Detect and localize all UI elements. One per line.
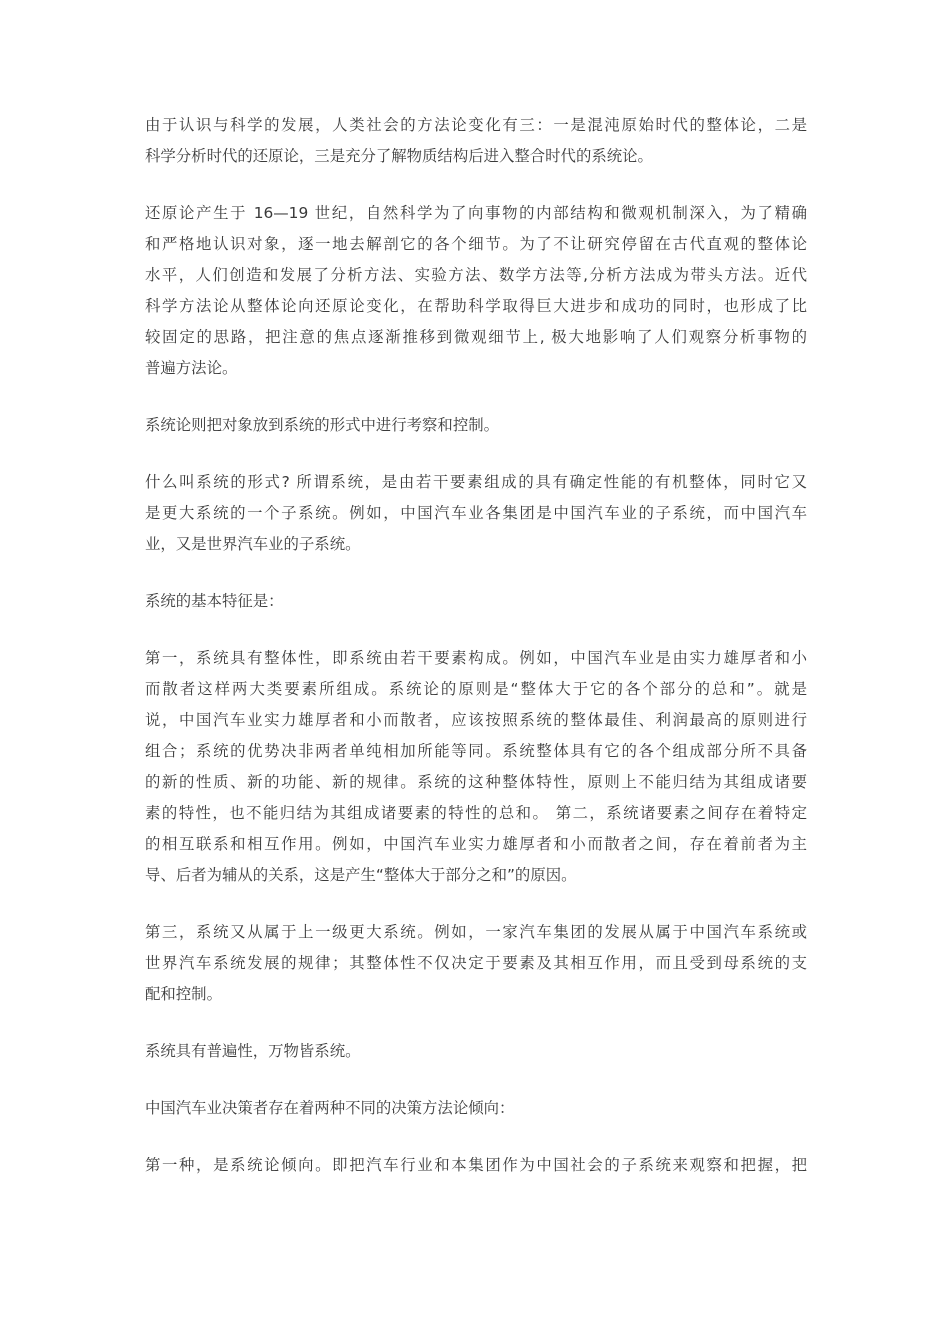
paragraph-methodology-intro bbox=[145, 110, 807, 172]
text-line: 是更大系统的一个子系统。例如，中国汽车业各集团是中国汽车业的子系统，而中国汽车 bbox=[145, 504, 807, 522]
document-page bbox=[145, 110, 807, 1207]
text-line: 科学分析时代的还原论，三是充分了解物质结构后进入整合时代的系统论。 bbox=[145, 147, 653, 165]
text-line: 导、后者为辅从的关系，这是产生“整体大于部分之和”的原因。 bbox=[145, 866, 577, 884]
text-line: 的相互联系和相互作用。例如，中国汽车业实力雄厚者和小而散者之间，存在着前者为主 bbox=[145, 835, 807, 853]
paragraph-basic-features bbox=[145, 586, 807, 617]
paragraph-feature-three bbox=[145, 917, 807, 1010]
text-line: 系统论则把对象放到系统的形式中进行考察和控制。 bbox=[145, 416, 499, 434]
text-line: 第一种，是系统论倾向。即把汽车行业和本集团作为中国社会的子系统来观察和把握，把 bbox=[145, 1156, 807, 1174]
paragraph-universality bbox=[145, 1036, 807, 1067]
paragraph-first-tendency bbox=[145, 1150, 807, 1181]
text-line: 素的特性，也不能归结为其组成诸要素的特性的总和。 第二，系统诸要素之间存在着特定 bbox=[145, 804, 807, 822]
paragraph-feature-one-two bbox=[145, 643, 807, 891]
paragraph-decision-tendencies bbox=[145, 1093, 807, 1124]
text-line: 业，又是世界汽车业的子系统。 bbox=[145, 535, 361, 553]
text-line: 说，中国汽车业实力雄厚者和小而散者，应该按照系统的整体最佳、利润最高的原则进行 bbox=[145, 711, 807, 729]
text-line: 中国汽车业决策者存在着两种不同的决策方法论倾向： bbox=[145, 1099, 515, 1117]
text-line: 什么叫系统的形式? 所谓系统，是由若干要素组成的具有确定性能的有机整体，同时它又 bbox=[145, 473, 807, 491]
text-line: 第一，系统具有整体性，即系统由若干要素构成。例如，中国汽车业是由实力雄厚者和小 bbox=[145, 649, 807, 667]
paragraph-system-form bbox=[145, 467, 807, 560]
paragraph-systems-theory bbox=[145, 410, 807, 441]
text-line: 世界汽车系统发展的规律；其整体性不仅决定于要素及其相互作用，而且受到母系统的支 bbox=[145, 954, 807, 972]
text-line: 普遍方法论。 bbox=[145, 359, 238, 377]
text-line: 系统具有普遍性，万物皆系统。 bbox=[145, 1042, 361, 1060]
text-line: 组合；系统的优势决非两者单纯相加所能等同。系统整体具有它的各个组成部分所不具备 bbox=[145, 742, 807, 760]
text-line: 和严格地认识对象，逐一地去解剖它的各个细节。为了不让研究停留在古代直观的整体论 bbox=[145, 235, 807, 253]
text-line: 较固定的思路，把注意的焦点逐渐推移到微观细节上, 极大地影响了人们观察分析事物的 bbox=[145, 328, 807, 346]
text-line: 系统的基本特征是： bbox=[145, 592, 284, 610]
text-line: 而散者这样两大类要素所组成。系统论的原则是“整体大于它的各个部分的总和”。就是 bbox=[145, 680, 807, 698]
text-line: 配和控制。 bbox=[145, 985, 222, 1003]
text-line: 科学方法论从整体论向还原论变化，在帮助科学取得巨大进步和成功的同时，也形成了比 bbox=[145, 297, 807, 315]
text-line: 还原论产生于 16—19 世纪，自然科学为了向事物的内部结构和微观机制深入，为了精确 bbox=[145, 204, 807, 222]
paragraph-reductionism bbox=[145, 198, 807, 384]
text-line: 水平，人们创造和发展了分析方法、实验方法、数学方法等,分析方法成为带头方法。近代 bbox=[145, 266, 807, 284]
text-line: 的新的性质、新的功能、新的规律。系统的这种整体特性，原则上不能归结为其组成诸要 bbox=[145, 773, 807, 791]
text-line: 第三，系统又从属于上一级更大系统。例如，一家汽车集团的发展从属于中国汽车系统或 bbox=[145, 923, 807, 941]
text-line: 由于认识与科学的发展，人类社会的方法论变化有三：一是混沌原始时代的整体论，二是 bbox=[145, 116, 807, 134]
